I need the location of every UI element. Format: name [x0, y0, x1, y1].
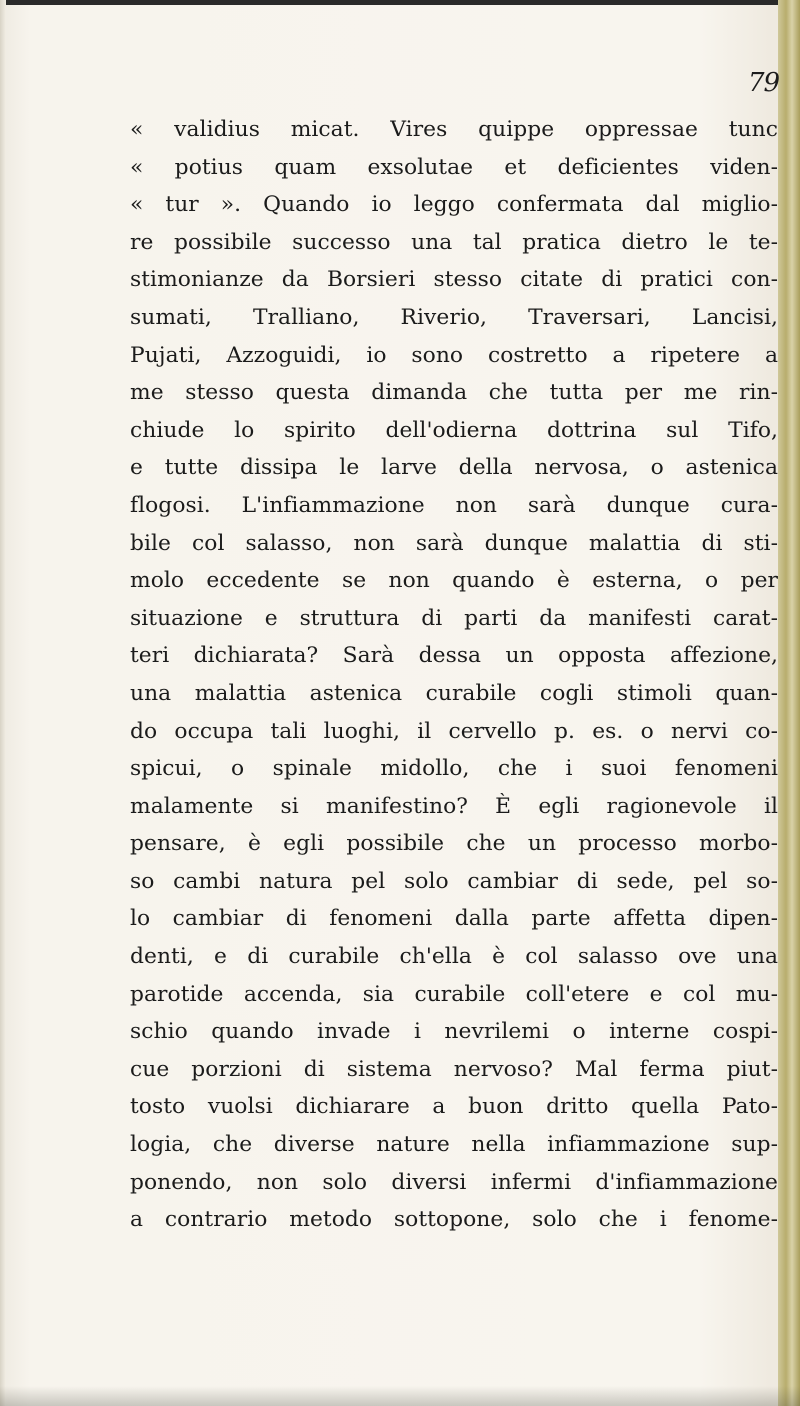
- text-line: me stesso questa dimanda che tutta per me rin-: [130, 380, 778, 406]
- text-line: ponendo, non solo diversi infermi d'infiammazione: [130, 1169, 778, 1195]
- text-line: « potius quam exsolutae et deficientes viden-: [130, 154, 778, 180]
- text-line: parotide accenda, sia curabile coll'etere e col mu-: [130, 981, 778, 1007]
- left-page-edge: [0, 0, 6, 1406]
- text-line: chiude lo spirito dell'odierna dottrina sul Tifo,: [130, 417, 778, 443]
- text-line: situazione e struttura di parti da manifesti carat-: [130, 605, 778, 631]
- text-line: bile col salasso, non sarà dunque malattia di sti-: [130, 530, 778, 556]
- top-border: [0, 0, 790, 5]
- text-line: so cambi natura pel solo cambiar di sede, pel so-: [130, 868, 778, 894]
- text-line: do occupa tali luoghi, il cervello p. es. o nervi co-: [130, 718, 778, 744]
- text-line: « validius micat. Vires quippe oppressae tunc: [130, 117, 778, 142]
- text-line: sumati, Tralliano, Riverio, Traversari, Lancisi,: [130, 304, 778, 330]
- text-line: malamente si manifestino? È egli ragionevole il: [130, 793, 778, 819]
- text-line: re possibile successo una tal pratica dietro le te-: [130, 229, 778, 255]
- text-line: a contrario metodo sottopone, solo che i fenome-: [130, 1207, 778, 1233]
- book-edge-strip: [778, 0, 800, 1406]
- text-line: denti, e di curabile ch'ella è col salasso ove una: [130, 944, 778, 970]
- text-line: logia, che diverse nature nella infiammazione sup-: [130, 1132, 778, 1158]
- text-line: tosto vuolsi dichiarare a buon dritto quella Pato-: [130, 1094, 778, 1120]
- text-line: Pujati, Azzoguidi, io sono costretto a ripetere a: [130, 342, 778, 368]
- text-line: « tur ». Quando io leggo confermata dal miglio-: [130, 192, 778, 218]
- text-line: flogosi. L'infiammazione non sarà dunque cura-: [130, 492, 778, 518]
- text-line: cue porzioni di sistema nervoso? Mal ferma piut-: [130, 1056, 778, 1082]
- text-line: stimonianze da Borsieri stesso citate di pratici con-: [130, 267, 778, 293]
- bottom-shadow: [0, 1386, 800, 1406]
- page-number: 79: [748, 68, 780, 98]
- text-line: e tutte dissipa le larve della nervosa, o astenica: [130, 455, 778, 481]
- text-line: spicui, o spinale midollo, che i suoi fenomeni: [130, 756, 778, 782]
- text-line: molo eccedente se non quando è esterna, o per: [130, 568, 778, 594]
- text-line: una malattia astenica curabile cogli stimoli quan-: [130, 680, 778, 706]
- text-line: pensare, è egli possibile che un processo morbo-: [130, 831, 778, 857]
- text-line: lo cambiar di fenomeni dalla parte affetta dipen-: [130, 906, 778, 932]
- text-line: schio quando invade i nevrilemi o interne cospi-: [130, 1019, 778, 1045]
- body-text: [130, 111, 778, 1239]
- text-line: teri dichiarata? Sarà dessa un opposta affezione,: [130, 643, 778, 669]
